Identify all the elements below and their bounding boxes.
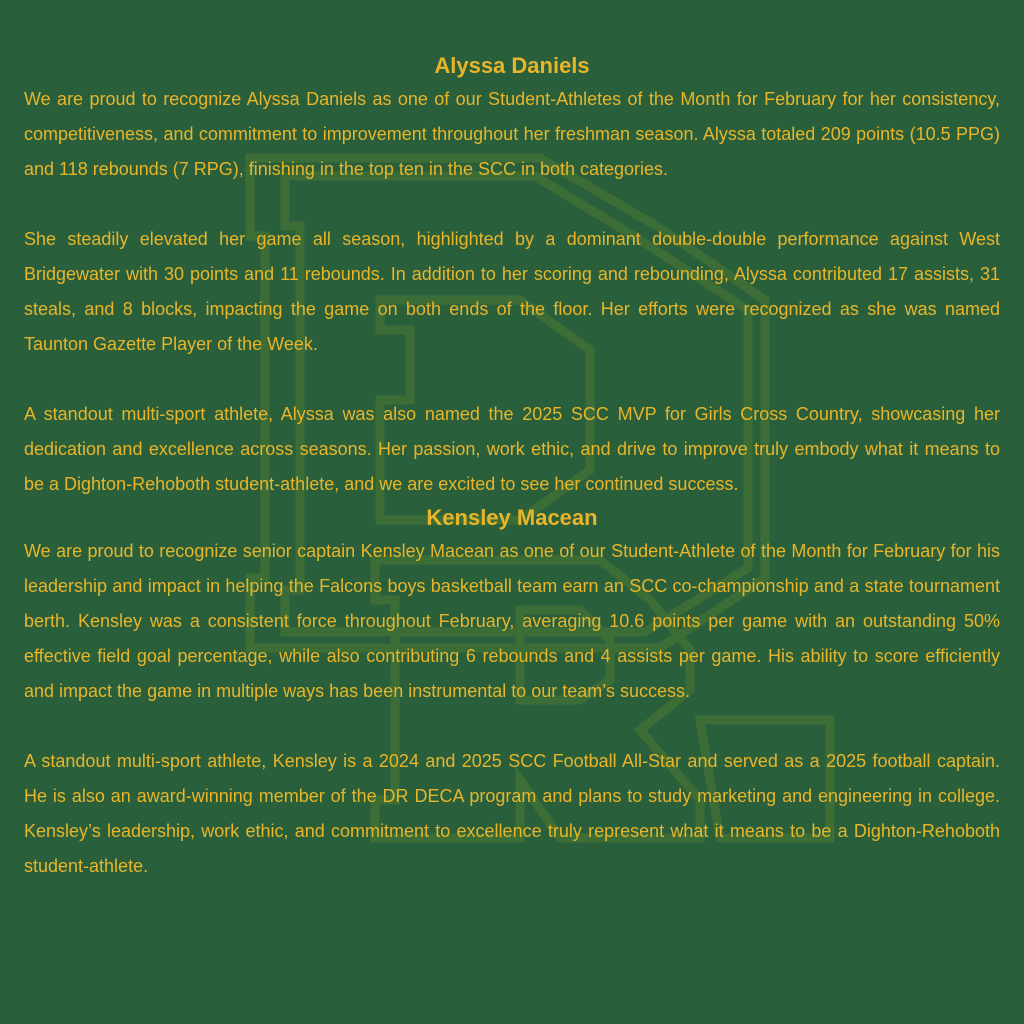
athlete-paragraph: She steadily elevated her game all season, highlighted by a dominant double-double performance against West Bridgewater with 30 points and 11 rebounds. In addition to her scoring and rebounding, Alyssa contributed 17 assists, 31 steals, and 8 blocks, impacting the game on both ends of the floor. Her efforts were recognized as she was named Taunton Gazette Player of the Week. bbox=[24, 229, 1000, 354]
paragraph-spacer bbox=[24, 362, 1000, 397]
athlete-name-heading: Alyssa Daniels bbox=[434, 53, 590, 78]
athlete-paragraph: We are proud to recognize senior captain Kensley Macean as one of our Student-Athlete of the Month for February for his leadership and impact in helping the Falcons boys basketball team earn an SCC co-championship and a state tournament berth. Kensley was a consistent force throughout February, averaging 10.6 points per game with an outstanding 50% effective field goal percentage, while also contributing 6 rebounds and 4 assists per game. His ability to score efficiently and impact the game in multiple ways has been instrumental to our team’s success. bbox=[24, 541, 1000, 701]
article-body bbox=[24, 50, 1000, 884]
athlete-paragraph: We are proud to recognize Alyssa Daniels as one of our Student-Athletes of the Month for February for her consistency, competitiveness, and commitment to improvement throughout her freshman season. Alyssa totaled 209 points (10.5 PPG) and 118 rebounds (7 RPG), finishing in the top ten in the SCC in both categories. bbox=[24, 89, 1000, 179]
athlete-name-heading: Kensley Macean bbox=[426, 505, 598, 530]
paragraph-spacer bbox=[24, 709, 1000, 744]
athlete-paragraph: A standout multi-sport athlete, Kensley is a 2024 and 2025 SCC Football All-Star and served as a 2025 football captain. He is also an award-winning member of the DR DECA program and plans to study marketing and engineering in college. Kensley’s leadership, work ethic, and commitment to excellence truly represent what it means to be a Dighton-Rehoboth student-athlete. bbox=[24, 751, 1000, 876]
athlete-paragraph: A standout multi-sport athlete, Alyssa was also named the 2025 SCC MVP for Girls Cross Country, showcasing her dedication and excellence across seasons. Her passion, work ethic, and drive to improve truly embody what it means to be a Dighton-Rehoboth student-athlete, and we are excited to see her continued success. bbox=[24, 404, 1000, 494]
paragraph-spacer bbox=[24, 187, 1000, 222]
